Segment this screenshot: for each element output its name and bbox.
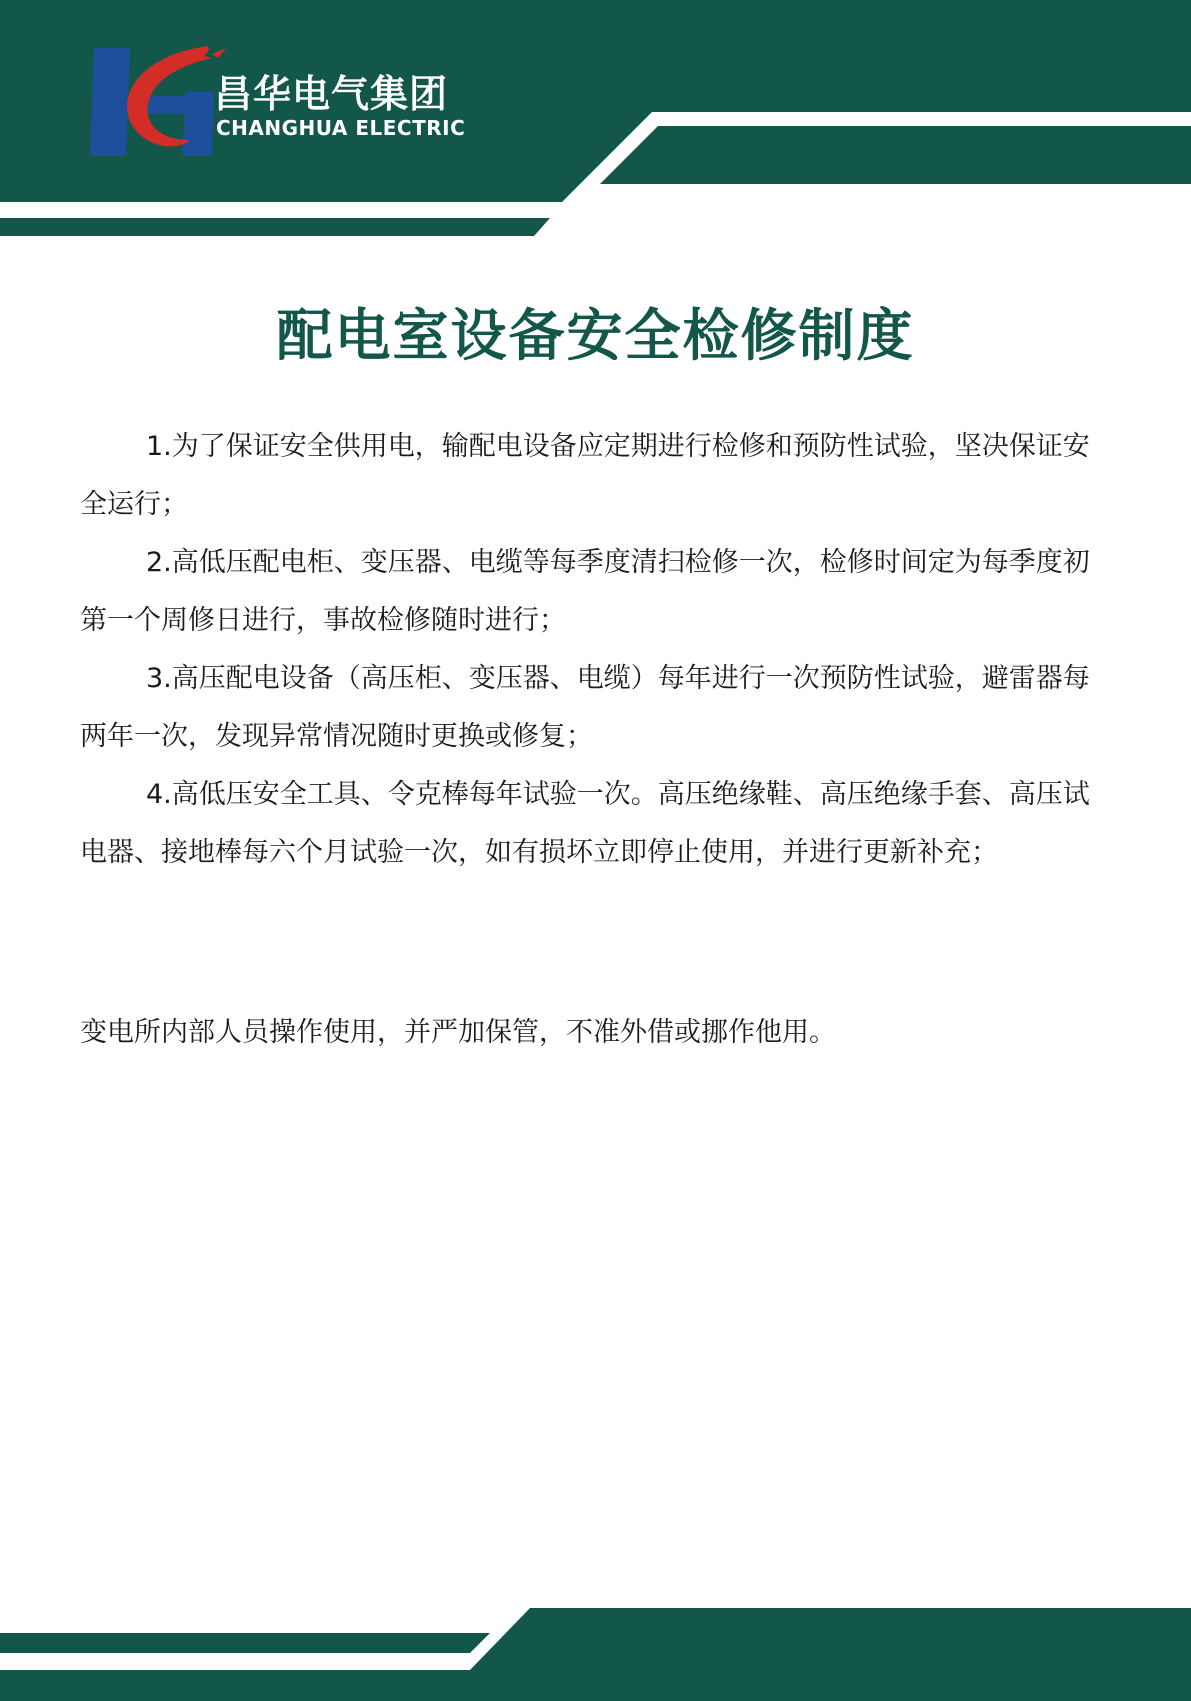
header-band-bottom-stripe (0, 218, 550, 236)
rule-item: 3.高压配电设备（高压柜、变压器、电缆）每年进行一次预防性试验，避雷器每两年一次，发现异常情况随时更换或修复； (80, 663, 1090, 752)
rule-item: 2.高低压配电柜、变压器、电缆等每季度清扫检修一次，检修时间定为每季度初第一个周修日进行，事故检修随时进行； (80, 547, 1090, 636)
footer-band-left-stripe (0, 1633, 490, 1653)
document-title: 配电室设备安全检修制度 (276, 304, 915, 369)
rule-item: 1.为了保证安全供用电，输配电设备应定期进行检修和预防性试验，坚决保证安全运行； (80, 431, 1090, 520)
footer-band-main (0, 1608, 1191, 1701)
header-band-right-stripe (600, 126, 1191, 184)
changhua-h-logo-icon (90, 44, 230, 160)
brand-name-en: CHANGHUA ELECTRIC (216, 116, 466, 140)
brand-name-cn: 昌华电气集团 (214, 72, 449, 116)
usage-note: 变电所内部人员操作使用，并严加保管，不准外借或挪作他用。 (80, 1017, 836, 1048)
rules-list (80, 418, 1110, 882)
footer-band (0, 1608, 1191, 1701)
rule-item: 4.高低压安全工具、令克棒每年试验一次。高压绝缘鞋、高压绝缘手套、高压试电器、接地棒每六个月试验一次，如有损坏立即停止使用，并进行更新补充； (80, 779, 1090, 868)
